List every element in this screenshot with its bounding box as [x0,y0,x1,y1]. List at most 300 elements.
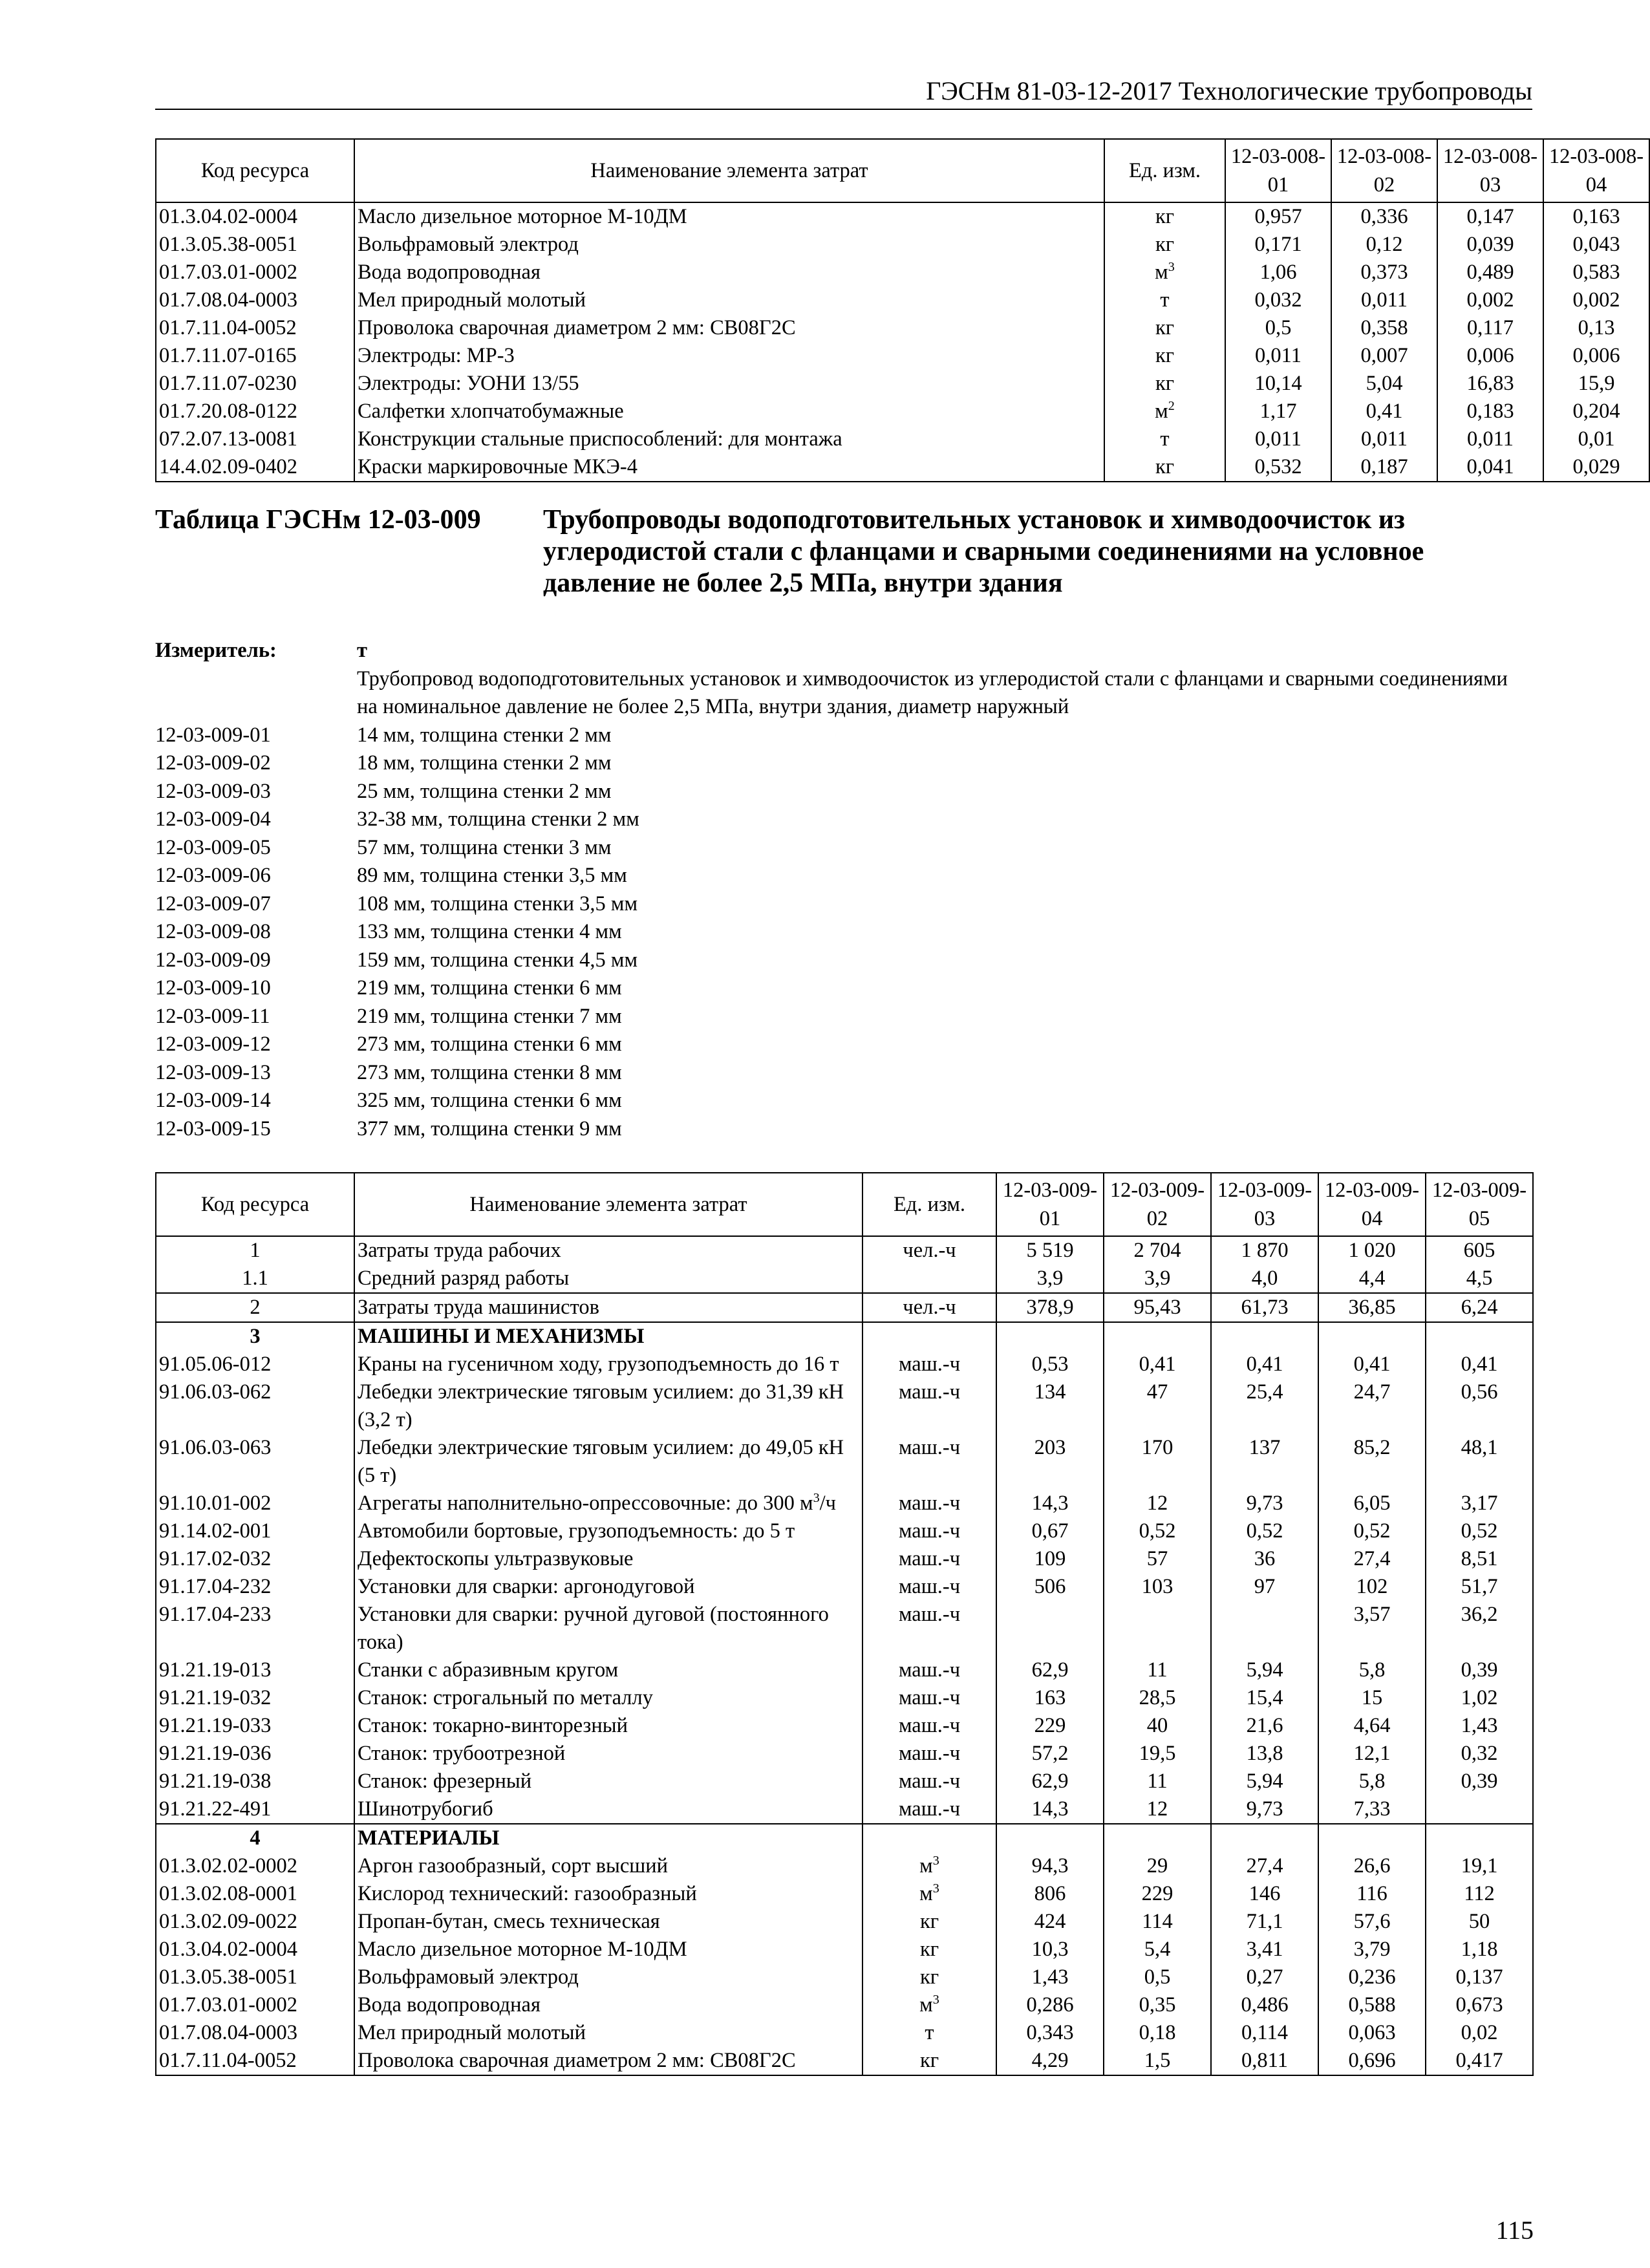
table-row [156,202,1649,231]
value-cell: 71,1 [1211,1908,1318,1936]
value-cell: 1,5 [1104,2047,1211,2075]
unit-cell: т [1104,286,1225,314]
measurer-item-text: 57 мм, толщина стенки 3 мм [357,835,612,859]
resource-table-12-03-009 [155,1172,1534,2076]
table-row [156,1293,1533,1322]
value-cell: 0,236 [1318,1963,1426,1991]
measurer-item-text: 325 мм, толщина стенки 6 мм [357,1089,622,1112]
unit-cell: маш.-ч [862,1601,996,1656]
resource-name: Станок: трубоотрезной [354,1740,862,1768]
value-cell: 605 [1426,1236,1533,1265]
resource-code: 01.7.11.04-0052 [156,314,354,342]
table-header-row [156,1173,1533,1236]
value-cell: 0,35 [1104,1991,1211,2019]
value-cell: 21,6 [1211,1712,1318,1740]
table-row [156,1517,1533,1545]
table-row [156,1236,1533,1265]
value-cell: 0,583 [1543,259,1649,286]
resource-name: Шинотрубогиб [354,1795,862,1824]
resource-name: Кислород технический: газообразный [354,1880,862,1908]
unit-cell: $м^3$ [862,1991,996,2019]
value-cell: 0,336 [1331,202,1437,231]
resource-code: 91.21.19-038 [156,1768,354,1795]
unit-cell: $м^3$ [1104,259,1225,286]
value-cell: 103 [1104,1573,1211,1601]
resource-name: Станок: токарно-винторезный [354,1712,862,1740]
table-row [156,1963,1533,1991]
resource-name: Электроды: УОНИ 13/55 [354,370,1104,398]
measurer-item-text: 89 мм, толщина стенки 3,5 мм [357,864,627,887]
value-cell: 0,002 [1543,286,1649,314]
resource-code: 01.7.03.01-0002 [156,1991,354,2019]
value-cell [1318,1322,1426,1351]
value-cell: 1,02 [1426,1684,1533,1712]
resource-code: 91.17.04-233 [156,1601,354,1656]
resource-name: Масло дизельное моторное М-10ДМ [354,202,1104,231]
resource-code: 01.3.02.09-0022 [156,1908,354,1936]
value-cell: 19,1 [1426,1852,1533,1880]
value-cell: 4,29 [996,2047,1104,2075]
value-cell: 11 [1104,1768,1211,1795]
value-cell: 19,5 [1104,1740,1211,1768]
table-row [156,1322,1533,1351]
resource-code: 01.7.11.07-0230 [156,370,354,398]
value-cell: 0,007 [1331,342,1437,370]
value-cell: 1,43 [996,1963,1104,1991]
value-cell: 27,4 [1318,1545,1426,1573]
unit-cell: маш.-ч [862,1434,996,1490]
value-cell: 0,489 [1437,259,1543,286]
value-cell: 0,41 [1318,1351,1426,1378]
table-number: Таблица ГЭСНм 12-03-009 [155,505,481,535]
value-cell: 2 704 [1104,1236,1211,1265]
value-cell: 57 [1104,1545,1211,1573]
measurer-item-code: 12-03-009-12 [155,1032,271,1056]
value-cell: 51,7 [1426,1573,1533,1601]
value-cell: 0,53 [996,1351,1104,1378]
value-cell: 146 [1211,1880,1318,1908]
value-cell: 0,588 [1318,1991,1426,2019]
value-cell: 57,6 [1318,1908,1426,1936]
value-cell: 14,3 [996,1490,1104,1517]
column-header: 12-03-008-01 [1225,139,1331,202]
value-cell: 229 [996,1712,1104,1740]
value-cell: 0,52 [1318,1517,1426,1545]
resource-name: Средний разряд работы [354,1265,862,1293]
value-cell: 4,4 [1318,1265,1426,1293]
value-cell: 170 [1104,1434,1211,1490]
unit-cell: маш.-ч [862,1517,996,1545]
value-cell: 5,8 [1318,1656,1426,1684]
value-cell: 15,4 [1211,1684,1318,1712]
table-row [156,342,1649,370]
value-cell: 4,5 [1426,1265,1533,1293]
measurer-item-text: 159 мм, толщина стенки 4,5 мм [357,948,638,972]
value-cell: 0,204 [1543,398,1649,425]
unit-cell: кг [862,1963,996,1991]
value-cell: 0,286 [996,1991,1104,2019]
value-cell: 0,486 [1211,1991,1318,2019]
unit-cell: кг [862,1908,996,1936]
measurer-item-code: 12-03-009-11 [155,1004,270,1028]
value-cell: 15 [1318,1684,1426,1712]
value-cell [1104,1322,1211,1351]
value-cell: 40 [1104,1712,1211,1740]
resource-name: Дефектоскопы ультразвуковые [354,1545,862,1573]
resource-code: 01.3.02.08-0001 [156,1880,354,1908]
resource-code: 07.2.07.13-0081 [156,425,354,453]
table-row [156,1601,1533,1656]
unit-cell: кг [1104,342,1225,370]
value-cell: 102 [1318,1573,1426,1601]
value-cell: 50 [1426,1908,1533,1936]
value-cell: 9,73 [1211,1795,1318,1824]
resource-code: 3 [156,1322,354,1351]
table-row [156,1434,1533,1490]
measurer-item [155,1059,1532,1087]
value-cell: 3,41 [1211,1936,1318,1963]
table-row [156,1351,1533,1378]
value-cell: 62,9 [996,1656,1104,1684]
table-row [156,1712,1533,1740]
value-cell: 112 [1426,1880,1533,1908]
value-cell: 0,032 [1225,286,1331,314]
resource-code: 14.4.02.09-0402 [156,453,354,482]
measurer-block [155,637,1532,1143]
value-cell [1104,1824,1211,1852]
value-cell: 12 [1104,1795,1211,1824]
value-cell: 0,52 [1104,1517,1211,1545]
table-row [156,1490,1533,1517]
column-header: 12-03-008-04 [1543,139,1649,202]
value-cell: 0,002 [1437,286,1543,314]
unit-cell: маш.-ч [862,1573,996,1601]
column-header: 12-03-008-03 [1437,139,1543,202]
measurer-item-code: 12-03-009-02 [155,751,271,775]
column-header: Наименование элемента затрат [354,1173,862,1236]
unit-cell: т [862,2019,996,2047]
value-cell: 116 [1318,1880,1426,1908]
resource-name: Станок: строгальный по металлу [354,1684,862,1712]
value-cell: 1 870 [1211,1236,1318,1265]
value-cell: 0,041 [1437,453,1543,482]
resource-name: Проволока сварочная диаметром 2 мм: СВ08Г2С [354,2047,862,2075]
value-cell: 12 [1104,1490,1211,1517]
table-row [156,1908,1533,1936]
value-cell: 62,9 [996,1768,1104,1795]
unit-cell: кг [1104,202,1225,231]
measurer-item-text: 273 мм, толщина стенки 8 мм [357,1060,622,1084]
unit-cell: маш.-ч [862,1490,996,1517]
value-cell: 0,532 [1225,453,1331,482]
table-row [156,1880,1533,1908]
measurer-description: Трубопровод водоподготовительных установок и химводоочисток из углеродистой стали с фланцами и сварными соединениями на номинальное давление не более 2,5 МПа, внутри здания, диаметр наружный [357,667,1508,718]
value-cell: 47 [1104,1378,1211,1434]
value-cell: 97 [1211,1573,1318,1601]
resource-name: Станки с абразивным кругом [354,1656,862,1684]
resource-code: 01.3.02.02-0002 [156,1852,354,1880]
measurer-item-code: 12-03-009-15 [155,1117,271,1140]
value-cell: 0,02 [1426,2019,1533,2047]
value-cell: 10,14 [1225,370,1331,398]
column-header: 12-03-008-02 [1331,139,1437,202]
resource-name: МАТЕРИАЛЫ [354,1824,862,1852]
resource-name: Агрегаты наполнительно-опрессовочные: до 300 $м^3/ч$ [354,1490,862,1517]
value-cell: 0,41 [1211,1351,1318,1378]
measurer-item-code: 12-03-009-05 [155,835,271,859]
resource-code: 01.7.11.04-0052 [156,2047,354,2075]
value-cell: 0,137 [1426,1963,1533,1991]
value-cell: 0,5 [1225,314,1331,342]
value-cell: 0,011 [1331,425,1437,453]
table-row [156,286,1649,314]
column-header: Код ресурса [156,139,354,202]
value-cell: 0,373 [1331,259,1437,286]
value-cell: 1,06 [1225,259,1331,286]
value-cell: 5,4 [1104,1936,1211,1963]
unit-cell: маш.-ч [862,1378,996,1434]
value-cell: 806 [996,1880,1104,1908]
resource-name: Вода водопроводная [354,259,1104,286]
value-cell: 4,0 [1211,1265,1318,1293]
value-cell: 0,41 [1331,398,1437,425]
measurer-unit: т [357,639,367,662]
table-row [156,1684,1533,1712]
value-cell: 4,64 [1318,1712,1426,1740]
table-header-row [156,139,1649,202]
measurer-item [155,1003,1532,1031]
resource-name: Электроды: МР-3 [354,342,1104,370]
resource-code: 91.21.19-013 [156,1656,354,1684]
unit-cell: кг [1104,314,1225,342]
value-cell: 13,8 [1211,1740,1318,1768]
value-cell: 36,85 [1318,1293,1426,1322]
resource-name: Затраты труда рабочих [354,1236,862,1265]
value-cell: 0,043 [1543,231,1649,259]
measurer-item [155,1031,1532,1059]
unit-cell [862,1824,996,1852]
measurer-item [155,862,1532,890]
value-cell: 3,57 [1318,1601,1426,1656]
unit-cell: кг [1104,370,1225,398]
measurer-item-text: 273 мм, толщина стенки 6 мм [357,1032,622,1056]
value-cell [1211,1601,1318,1656]
unit-cell: маш.-ч [862,1768,996,1795]
value-cell: 0,811 [1211,2047,1318,2075]
measurer-item [155,834,1532,862]
resource-name: Автомобили бортовые, грузоподъемность: до 5 т [354,1517,862,1545]
measurer-item-code: 12-03-009-08 [155,920,271,943]
measurer-item [155,1115,1532,1144]
value-cell: 5,04 [1331,370,1437,398]
resource-code: 91.21.19-032 [156,1684,354,1712]
value-cell [1426,1824,1533,1852]
value-cell: 0,006 [1543,342,1649,370]
resource-code: 91.21.22-491 [156,1795,354,1824]
unit-cell: чел.-ч [862,1293,996,1322]
value-cell: 12,1 [1318,1740,1426,1768]
resource-name: Мел природный молотый [354,2019,862,2047]
resource-code: 01.3.04.02-0004 [156,1936,354,1963]
value-cell: 5,94 [1211,1768,1318,1795]
value-cell: 0,063 [1318,2019,1426,2047]
column-header: Наименование элемента затрат [354,139,1104,202]
value-cell [996,1322,1104,1351]
value-cell [1104,1601,1211,1656]
resource-code: 91.21.19-033 [156,1712,354,1740]
unit-cell: кг [1104,453,1225,482]
unit-cell: маш.-ч [862,1351,996,1378]
resource-name: Салфетки хлопчатобумажные [354,398,1104,425]
table-row [156,1545,1533,1573]
value-cell: 7,33 [1318,1795,1426,1824]
value-cell: 5 519 [996,1236,1104,1265]
resource-name: Лебедки электрические тяговым усилием: до 31,39 кН (3,2 т) [354,1378,862,1434]
value-cell: 0,006 [1437,342,1543,370]
table-row [156,1991,1533,2019]
unit-cell: маш.-ч [862,1712,996,1740]
resource-code: 01.3.04.02-0004 [156,202,354,231]
value-cell: 0,417 [1426,2047,1533,2075]
resource-code: 1 [156,1236,354,1265]
value-cell: 1 020 [1318,1236,1426,1265]
value-cell: 48,1 [1426,1434,1533,1490]
value-cell: 134 [996,1378,1104,1434]
value-cell: 0,01 [1543,425,1649,453]
measurer-item-code: 12-03-009-07 [155,892,271,915]
table-row [156,259,1649,286]
page-number: 115 [1495,2216,1534,2245]
value-cell: 0,696 [1318,2047,1426,2075]
unit-cell: кг [862,1936,996,1963]
measurer-item-text: 219 мм, толщина стенки 7 мм [357,1004,622,1028]
value-cell: 8,51 [1426,1545,1533,1573]
value-cell [1426,1322,1533,1351]
resource-name: Установки для сварки: аргонодуговой [354,1573,862,1601]
value-cell: 0,011 [1437,425,1543,453]
unit-cell: маш.-ч [862,1545,996,1573]
value-cell [996,1601,1104,1656]
value-cell: 1,18 [1426,1936,1533,1963]
unit-cell: маш.-ч [862,1795,996,1824]
value-cell [996,1824,1104,1852]
value-cell: 6,05 [1318,1490,1426,1517]
table-row [156,370,1649,398]
value-cell: 0,673 [1426,1991,1533,2019]
value-cell: 0,52 [1211,1517,1318,1545]
resource-code: 4 [156,1824,354,1852]
value-cell: 3,9 [996,1265,1104,1293]
value-cell: 0,114 [1211,2019,1318,2047]
unit-cell [862,1265,996,1293]
value-cell: 6,24 [1426,1293,1533,1322]
resource-name: Аргон газообразный, сорт высший [354,1852,862,1880]
value-cell: 24,7 [1318,1378,1426,1434]
value-cell: 16,83 [1437,370,1543,398]
table-row [156,453,1649,482]
resource-code: 91.05.06-012 [156,1351,354,1378]
resource-name: Лебедки электрические тяговым усилием: до 49,05 кН (5 т) [354,1434,862,1490]
resource-name: Станок: фрезерный [354,1768,862,1795]
resource-code: 01.7.11.07-0165 [156,342,354,370]
table-row [156,425,1649,453]
value-cell: 85,2 [1318,1434,1426,1490]
column-header: 12-03-009-05 [1426,1173,1533,1236]
value-cell: 11 [1104,1656,1211,1684]
resource-name: МАШИНЫ И МЕХАНИЗМЫ [354,1322,862,1351]
value-cell: 0,39 [1426,1656,1533,1684]
resource-code: 91.17.02-032 [156,1545,354,1573]
value-cell [1211,1824,1318,1852]
value-cell [1318,1824,1426,1852]
value-cell: 95,43 [1104,1293,1211,1322]
value-cell: 0,27 [1211,1963,1318,1991]
value-cell: 15,9 [1543,370,1649,398]
value-cell: 0,147 [1437,202,1543,231]
value-cell: 0,41 [1104,1351,1211,1378]
value-cell: 114 [1104,1908,1211,1936]
measurer-item [155,722,1532,750]
table-row [156,314,1649,342]
measurer-item-code: 12-03-009-10 [155,976,271,1000]
value-cell: 1,43 [1426,1712,1533,1740]
measurer-item-code: 12-03-009-06 [155,864,271,887]
resource-code: 2 [156,1293,354,1322]
value-cell: 0,67 [996,1517,1104,1545]
resource-name: Краны на гусеничном ходу, грузоподъемность до 16 т [354,1351,862,1378]
value-cell: 0,163 [1543,202,1649,231]
value-cell: 109 [996,1545,1104,1573]
value-cell: 0,13 [1543,314,1649,342]
value-cell: 5,94 [1211,1656,1318,1684]
value-cell: 36,2 [1426,1601,1533,1656]
unit-cell: $м^3$ [862,1880,996,1908]
value-cell: 3,9 [1104,1265,1211,1293]
value-cell: 0,183 [1437,398,1543,425]
value-cell: 0,957 [1225,202,1331,231]
resource-code: 91.06.03-062 [156,1378,354,1434]
unit-cell: кг [1104,231,1225,259]
value-cell: 0,171 [1225,231,1331,259]
unit-cell [862,1322,996,1351]
column-header: 12-03-009-02 [1104,1173,1211,1236]
value-cell: 1,17 [1225,398,1331,425]
column-header: Ед. изм. [862,1173,996,1236]
resource-name: Конструкции стальные приспособлений: для монтажа [354,425,1104,453]
resource-name: Проволока сварочная диаметром 2 мм: СВ08Г2С [354,314,1104,342]
table-row [156,1936,1533,1963]
value-cell [1426,1795,1533,1824]
table-row [156,1378,1533,1434]
measurer-item [155,974,1532,1003]
measurer-item-code: 12-03-009-09 [155,948,271,972]
unit-cell: $м^2$ [1104,398,1225,425]
column-header: Код ресурса [156,1173,354,1236]
measurer-item-code: 12-03-009-03 [155,779,271,803]
measurer-item-code: 12-03-009-14 [155,1089,271,1112]
value-cell: 0,011 [1225,342,1331,370]
measurer-item [155,806,1532,834]
measurer-item [155,947,1532,975]
resource-code: 91.21.19-036 [156,1740,354,1768]
value-cell: 0,011 [1331,286,1437,314]
resource-name: Вольфрамовый электрод [354,231,1104,259]
value-cell: 0,41 [1426,1351,1533,1378]
value-cell: 94,3 [996,1852,1104,1880]
value-cell: 25,4 [1211,1378,1318,1434]
table-row [156,1852,1533,1880]
resource-code: 01.7.20.08-0122 [156,398,354,425]
